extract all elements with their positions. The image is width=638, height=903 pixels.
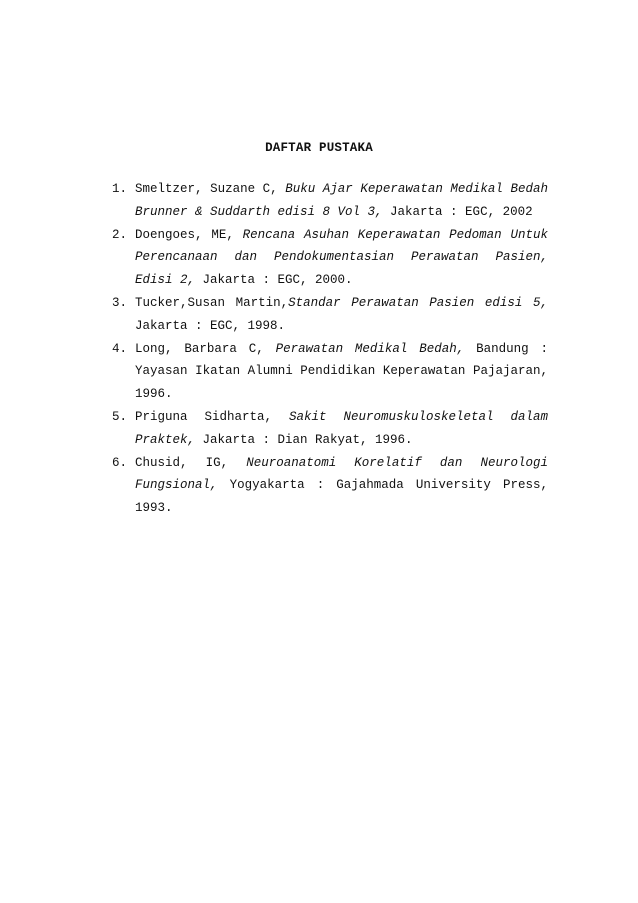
reference-author: Chusid, IG,: [135, 455, 247, 470]
reference-author: Priguna Sidharta,: [135, 409, 289, 424]
reference-item: [112, 338, 548, 406]
reference-number: 1.: [112, 182, 128, 196]
reference-title: Perawatan Medikal Bedah,: [275, 341, 465, 356]
reference-title: Rencana Asuhan Keperawatan Pedoman Untuk Perencanaan dan Pendokumentasian Perawatan Pasien, Edisi 2,: [135, 227, 548, 288]
reference-item: [112, 178, 548, 224]
reference-number: 3.: [112, 295, 128, 310]
reference-author: Tucker,Susan Martin,: [135, 295, 289, 310]
reference-title: Neuroanatomi Korelatif dan Neurologi Fungsional,: [135, 455, 549, 493]
reference-publisher: Yogyakarta : Gajahmada University Press, 1993.: [135, 478, 548, 516]
reference-item: [112, 406, 548, 452]
reference-title: Standar Perawatan Pasien edisi 5,: [288, 295, 548, 310]
page-title: DAFTAR PUSTAKA: [265, 141, 373, 155]
reference-author: Long, Barbara C,: [135, 341, 276, 356]
reference-publisher: Jakarta : EGC, 1998.: [135, 318, 286, 333]
reference-item: [112, 292, 548, 338]
reference-item: [112, 452, 548, 520]
reference-item: [112, 224, 548, 292]
reference-author: Smeltzer, Suzane C,: [135, 182, 286, 196]
reference-list: [112, 178, 548, 520]
reference-publisher: Bandung : Yayasan Ikatan Alumni Pendidikan Keperawatan Pajajaran, 1996.: [135, 341, 549, 402]
reference-author: Doengoes, ME,: [135, 227, 243, 242]
reference-title: Sakit Neuromuskuloskeletal dalam Praktek,: [135, 409, 548, 447]
reference-number: 6.: [112, 455, 128, 470]
reference-number: 2.: [112, 227, 128, 242]
reference-number: 5.: [112, 409, 128, 424]
reference-publisher: Jakarta : EGC, 2002: [382, 204, 533, 219]
reference-publisher: Jakarta : Dian Rakyat, 1996.: [195, 432, 413, 447]
reference-title: Buku Ajar Keperawatan Medikal Bedah Brunner & Suddarth edisi 8 Vol 3,: [135, 182, 549, 219]
reference-publisher: Jakarta : EGC, 2000.: [195, 273, 353, 288]
reference-number: 4.: [112, 341, 128, 356]
